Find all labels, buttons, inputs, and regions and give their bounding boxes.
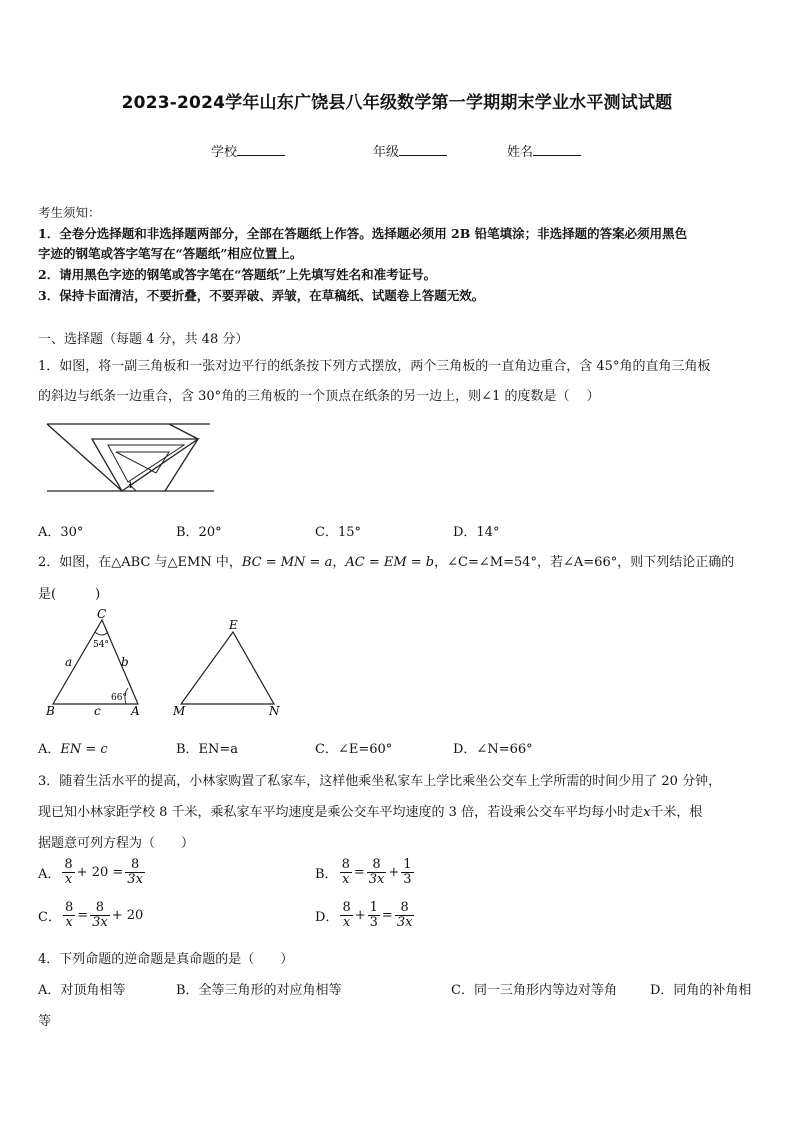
grade-blank [399, 143, 447, 156]
q4-option-a[interactable]: A．对顶角相等 [38, 983, 126, 998]
q1-line-2: 的斜边与纸条一边重合，含 30°角的三角板的一个顶点在纸条的另一边上，则∠1 的度数是（ ） [38, 389, 600, 404]
q1-figure [44, 418, 219, 500]
q1-line-1: 1．如图，将一副三角板和一张对边平行的纸条按下列方式摆放，两个三角板的一直角边重合，含 45°角的直角三角板 [38, 359, 711, 374]
q3-d-frac-2: $\frac{1}{3}$ [369, 900, 378, 930]
section-heading: 一、选择题（每题 4 分，共 48 分） [38, 332, 249, 347]
notice-item-1-line-2: 字迹的钢笔或答字笔写在“答题纸”相应位置上。 [38, 246, 303, 261]
school-field[interactable] [211, 141, 285, 160]
q3-option-a[interactable]: A． $\frac{8}{x}$ + 20 = $\frac{8}{3x}$ [38, 857, 143, 887]
name-blank [533, 143, 581, 156]
q2-option-c[interactable]: C．∠E=60° [315, 742, 393, 757]
q3-option-c-label: C． [38, 910, 61, 925]
q3-b-frac-3: $\frac{1}{3}$ [403, 857, 412, 887]
label-a-vertex: A [131, 704, 140, 718]
q3-option-b-label: B． [315, 867, 338, 882]
q3-d-frac-1: $\frac{8}{x}$ [342, 900, 351, 930]
grade-label: 年级 [373, 145, 400, 160]
q2-line-1 [38, 551, 734, 570]
q3-line-3: 据题意可列方程为（ ） [38, 836, 195, 851]
label-c-vertex: C [97, 608, 107, 621]
q2-suffix: ，∠C=∠M=54°，若∠A=66°，则下列结论正确的 [434, 555, 735, 570]
q3-d-frac-3: $\frac{8}{3x}$ [396, 900, 413, 930]
q3-option-d[interactable]: D． $\frac{8}{x}$ + $\frac{1}{3}$ = $\frac{8}{3x}$ [315, 900, 413, 930]
q3-line-1: 3．随着生活水平的提高，小林家购置了私家车，这样他乘坐私家车上学比乘坐公交车上学所需的时间少用了 20 分钟， [38, 774, 722, 789]
q4-option-d[interactable]: D．同角的补角相 [650, 983, 752, 998]
label-side-b: b [121, 655, 129, 669]
grade-field[interactable] [373, 141, 447, 160]
q4-option-d-continued: 等 [38, 1014, 52, 1029]
label-b-vertex: B [46, 704, 55, 718]
notice-item-1-line-1: 1．全卷分选择题和非选择题两部分，全部在答题纸上作答。选择题必须用 2B 铅笔填涂；非选择题的答案必须用黑色 [38, 226, 688, 241]
q4-line-1: 4．下列命题的逆命题是真命题的是（ ） [38, 952, 294, 967]
q2-option-a-eq: EN = c [60, 742, 108, 757]
q2-line-2: 是( ) [38, 587, 101, 602]
q2-eq-2: AC = EM = b [345, 555, 435, 570]
notice-item-3: 3．保持卡面清洁，不要折叠，不要弄破、弄皱，在草稿纸、试题卷上答题无效。 [38, 288, 485, 303]
label-n-vertex: N [269, 704, 280, 718]
label-m-vertex: M [173, 704, 186, 718]
q2-option-b[interactable]: B．EN=a [176, 742, 239, 757]
q3-b-frac-1: $\frac{8}{x}$ [341, 857, 350, 887]
page-title: 2023-2024学年山东广饶县八年级数学第一学期期末学业水平测试试题 [121, 93, 673, 113]
q2-option-d[interactable]: D．∠N=66° [453, 742, 533, 757]
q2-option-a[interactable] [38, 738, 108, 757]
q1-option-a[interactable]: A．30° [38, 525, 84, 540]
q2-prefix: 2．如图，在△ABC 与△EMN 中， [38, 555, 242, 570]
q4-option-b[interactable]: B．全等三角形的对应角相等 [176, 983, 342, 998]
q3-a-frac-2: $\frac{8}{3x}$ [127, 857, 143, 887]
label-angle-c: 54° [93, 640, 109, 650]
notice-heading: 考生须知： [38, 205, 101, 220]
q2-option-a-label: A． [38, 742, 61, 757]
q3-line-2a: 现已知小林家距学校 8 千米，乘私家车平均速度是乘公交车平均速度的 3 倍，若设乘公交车平均每小时走 [38, 805, 644, 820]
name-label: 姓名 [507, 145, 534, 160]
q2-eq-1: BC = MN = a [241, 555, 333, 570]
q2-sep: ， [332, 555, 346, 570]
label-e-vertex: E [229, 618, 238, 632]
q1-option-c[interactable]: C．15° [315, 525, 361, 540]
q3-option-b[interactable]: B． $\frac{8}{x}$ = $\frac{8}{3x}$ + $\frac{1}{3}$ [315, 857, 412, 887]
label-side-a: a [65, 655, 73, 669]
school-label: 学校 [211, 145, 238, 160]
q4-option-c[interactable]: C．同一三角形内等边对等角 [451, 983, 617, 998]
q1-option-d[interactable]: D．14° [453, 525, 500, 540]
label-angle-a: 66° [111, 693, 127, 703]
q3-var-x: x [643, 805, 651, 820]
q3-c-frac-2: $\frac{8}{3x}$ [92, 900, 108, 930]
q3-option-c[interactable]: C． $\frac{8}{x}$ = $\frac{8}{3x}$ + 20 [38, 900, 144, 930]
q3-option-d-label: D． [315, 910, 339, 925]
q3-a-frac-1: $\frac{8}{x}$ [64, 857, 73, 887]
q1-option-b[interactable]: B．20° [176, 525, 222, 540]
q3-option-a-label: A． [38, 867, 61, 882]
q1-angle-label: 1 [128, 481, 134, 490]
notice-item-2: 2．请用黑色字迹的钢笔或答字笔在“答题纸”上先填写姓名和准考证号。 [38, 267, 437, 282]
name-field[interactable] [507, 141, 581, 160]
q3-line-2b: 千米，根 [650, 805, 703, 820]
school-blank [237, 143, 285, 156]
q2-figure [44, 608, 294, 720]
q3-line-2 [38, 801, 702, 820]
q3-b-frac-2: $\frac{8}{3x}$ [368, 857, 385, 887]
q3-c-frac-1: $\frac{8}{x}$ [64, 900, 74, 930]
label-side-c: c [94, 704, 101, 718]
